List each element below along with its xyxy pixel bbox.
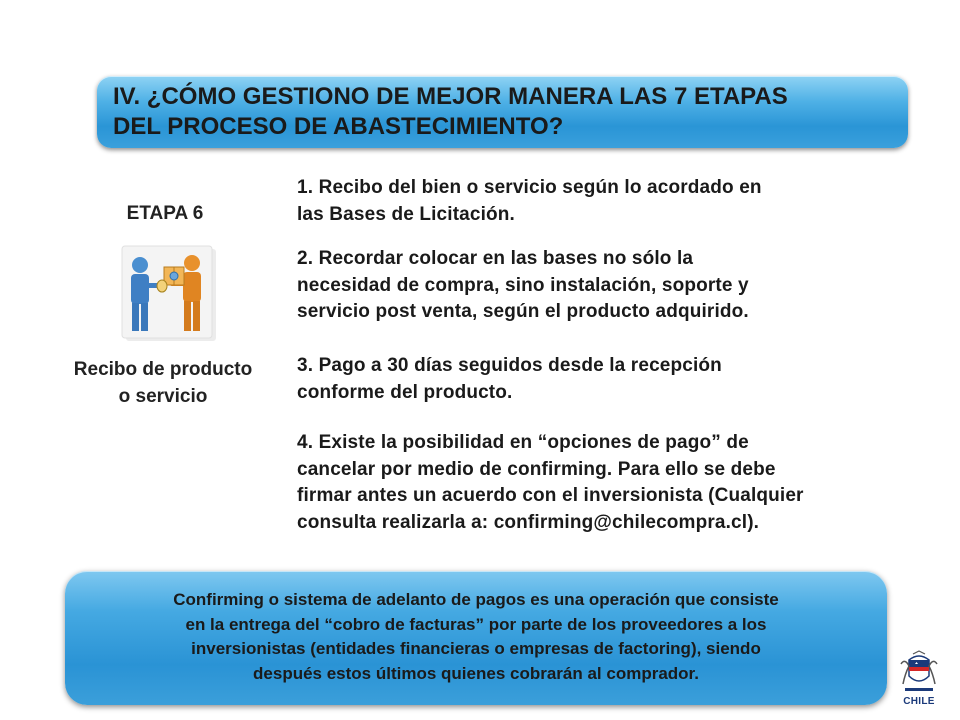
list-item [297, 175, 762, 228]
title-banner [97, 76, 908, 148]
handover-package-icon [118, 243, 218, 343]
title-line-2: DEL PROCESO DE ABASTECIMIENTO? [113, 113, 564, 140]
note-line: inversionistas (entidades financieras o empresas de factoring), siendo [191, 639, 761, 658]
stage-caption-line-1: Recibo de producto [73, 359, 253, 380]
list-item-line: necesidad de compra, sino instalación, soporte y [297, 274, 749, 296]
list-item-line: las Bases de Licitación. [297, 203, 515, 225]
list-item-line: servicio post venta, según el producto adquirido. [297, 301, 749, 322]
list-item-line: cancelar por medio de confirming. Para ello se debe [297, 458, 776, 480]
note-line: después estos últimos quienes cobrarán al comprador. [253, 663, 699, 683]
list-item-line: 3. Pago a 30 días seguidos desde la recepción [297, 355, 722, 376]
note-line: en la entrega del “cobro de facturas” por parte de los proveedores a los [185, 614, 767, 634]
list-item-line: conforme del producto. [297, 381, 513, 403]
list-item [297, 430, 804, 536]
note-line: Confirming o sistema de adelanto de pagos es una operación que consiste [173, 590, 779, 609]
list-item-line: firmar antes un acuerdo con el inversionista (Cualquier [297, 485, 804, 506]
stage-caption-line-2: o servicio [118, 386, 208, 407]
coat-of-arms-icon [893, 650, 945, 696]
list-item-line: 1. Recibo del bien o servicio según lo acordado en [297, 177, 762, 198]
gobierno-de-chile-logo [893, 650, 945, 712]
list-item-line: 2. Recordar colocar en las bases no sólo la [297, 248, 694, 269]
stage-label: ETAPA 6 [126, 203, 204, 224]
list-item-line: consulta realizarla a: confirming@chilecompra.cl). [297, 511, 760, 533]
list-item [297, 246, 749, 326]
title-line-1: IV. ¿CÓMO GESTIONO DE MEJOR MANERA LAS 7 ETAPAS [113, 83, 788, 110]
list-item [297, 353, 722, 406]
confirming-note-banner [65, 571, 887, 705]
confirming-note-text [65, 588, 887, 686]
stage-caption [38, 356, 288, 410]
list-item-line: 4. Existe la posibilidad en “opciones de pago” de [297, 432, 749, 453]
logo-text: CHILE [903, 696, 935, 707]
